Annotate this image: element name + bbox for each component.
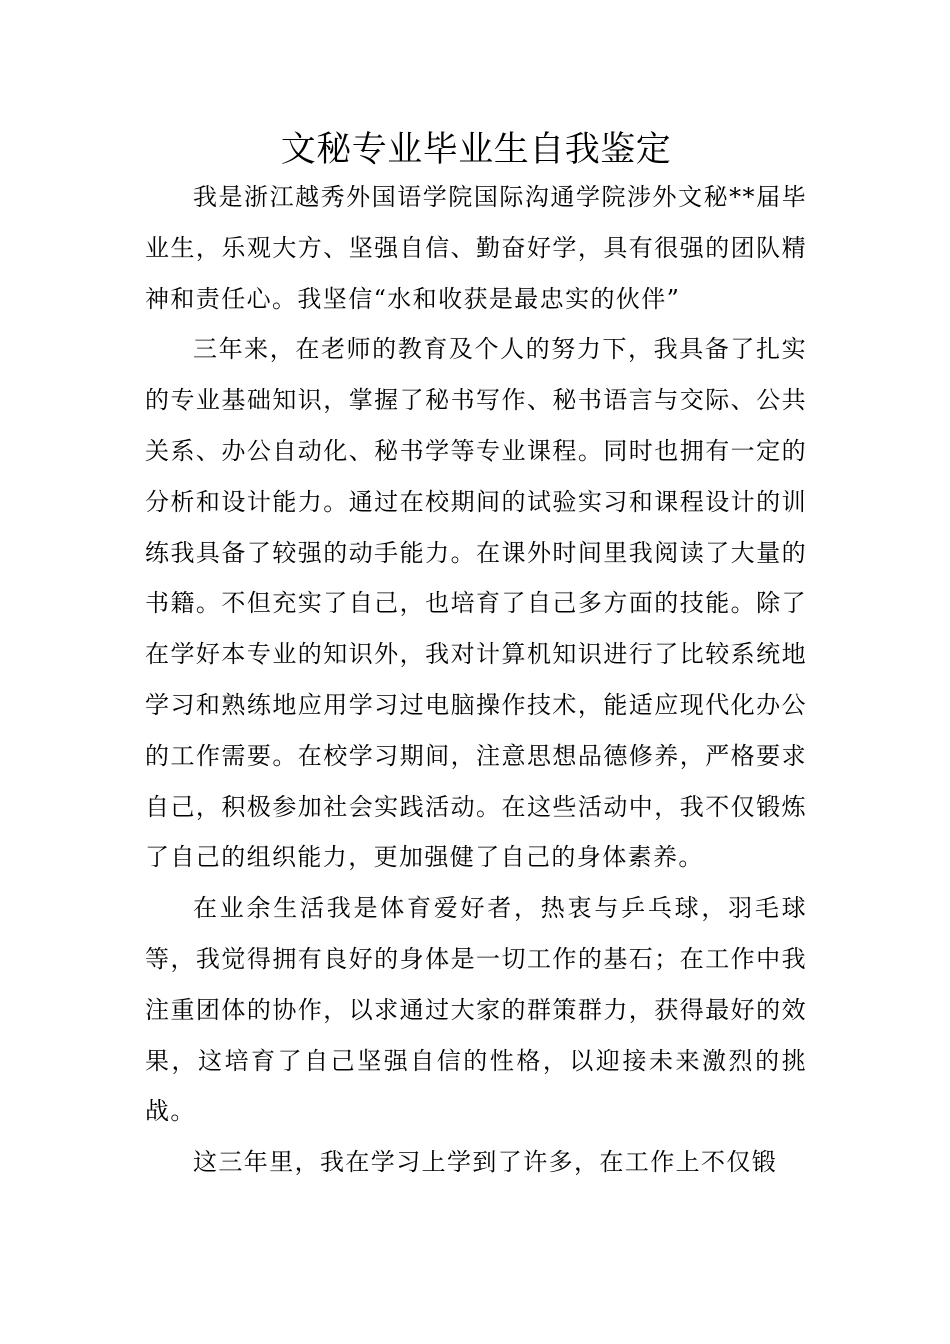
document-title: 文秘专业毕业生自我鉴定 (280, 130, 672, 170)
paragraph-hobbies: 在业余生活我是体育爱好者，热衷与乒乓球，羽毛球等，我觉得拥有良好的身体是一切工作的基石；在工作中我注重团体的协作，以求通过大家的群策群力，获得最好的效果，这培育了自己坚强自信的性格，以迎接未来激烈的挑战。 (145, 894, 807, 1126)
paragraph-introduction: 我是浙江越秀外国语学院国际沟通学院涉外文秘**届毕业生，乐观大方、坚强自信、勤奋好学，具有很强的团队精神和责任心。我坚信“水和收获是最忠实的伙伴” (145, 183, 807, 313)
document-body (145, 128, 807, 1188)
paragraph-summary: 这三年里，我在学习上学到了许多，在工作上不仅锻 (193, 1148, 778, 1177)
paragraph-study: 三年来，在老师的教育及个人的努力下，我具备了扎实的专业基础知识，掌握了秘书写作、秘书语言与交际、公共关系、办公自动化、秘书学等专业课程。同时也拥有一定的分析和设计能力。通过在校期间的试验实习和课程设计的训练我具备了较强的动手能力。在课外时间里我阅读了大量的书籍。不但充实了自己，也培育了自己多方面的技能。除了在学好本专业的知识外，我对计算机知识进行了比较系统地学习和熟练地应用学习过电脑操作技术，能适应现代化办公的工作需要。在校学习期间，注意思想品德修养，严格要求自己，积极参加社会实践活动。在这些活动中，我不仅锻炼了自己的组织能力，更加强健了自己的身体素养。 (145, 335, 807, 872)
